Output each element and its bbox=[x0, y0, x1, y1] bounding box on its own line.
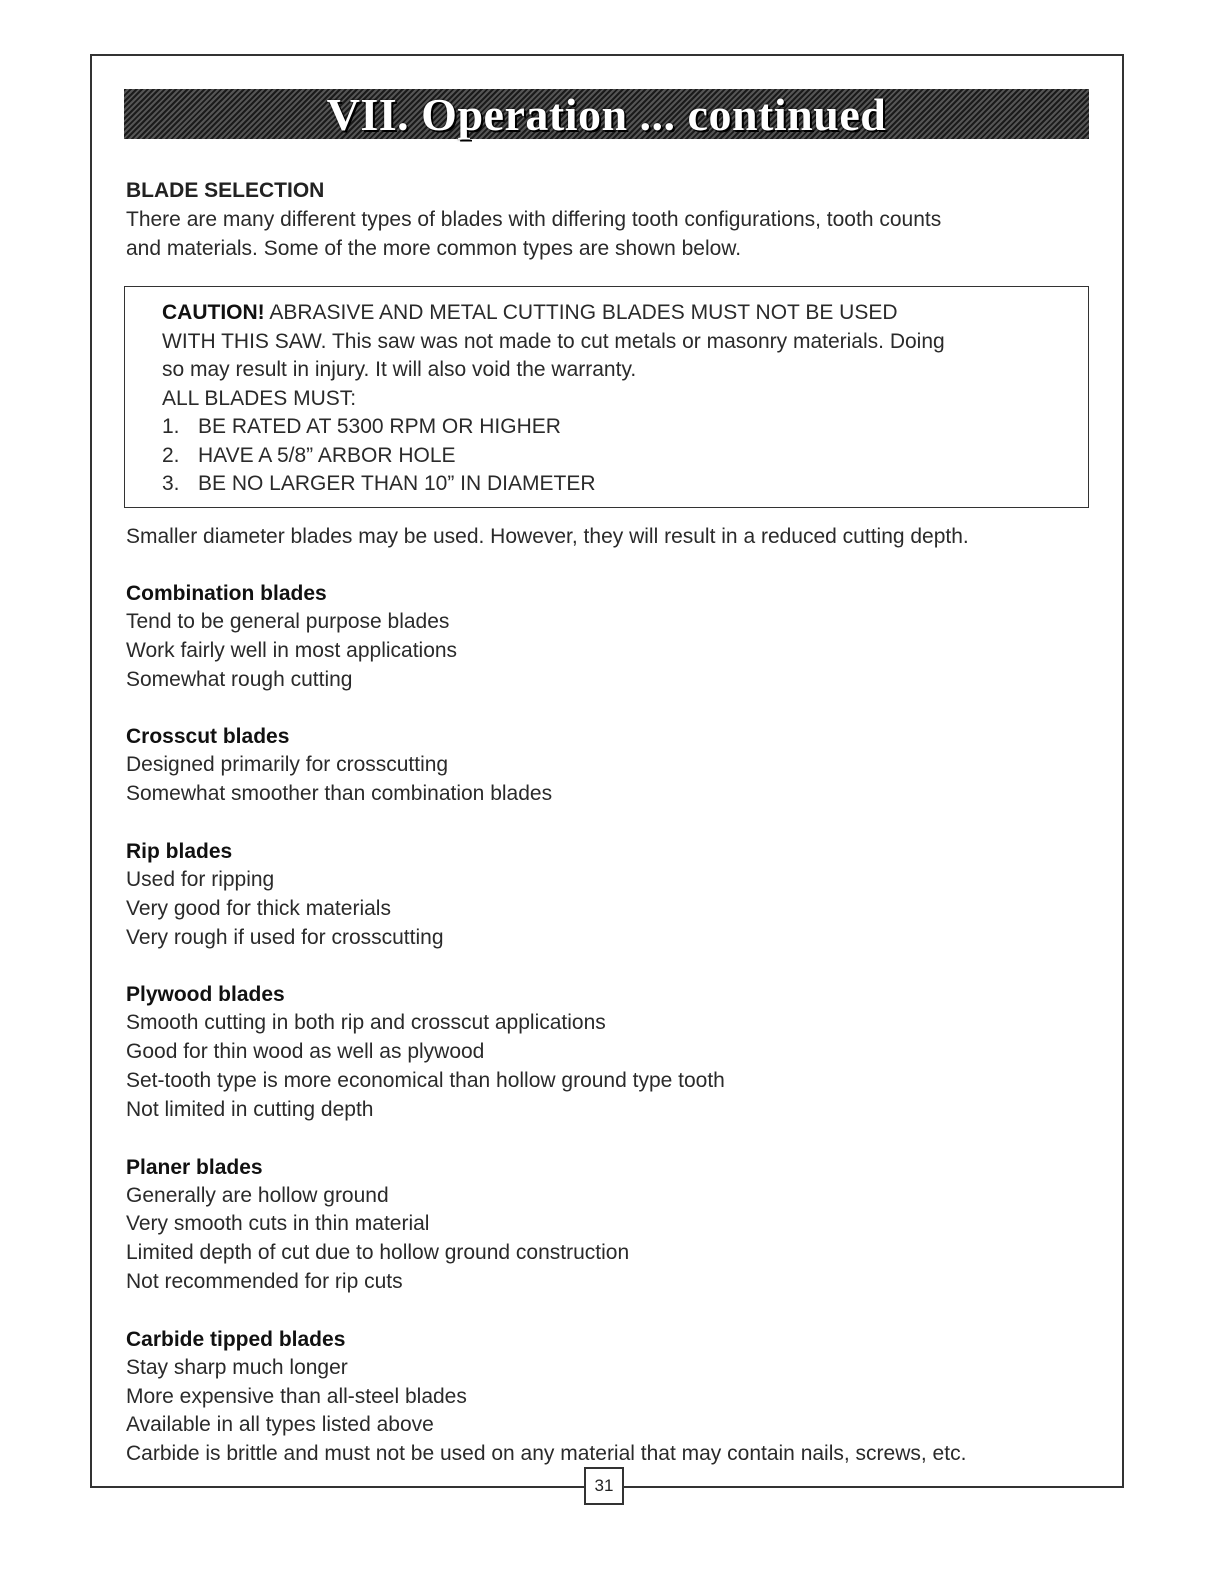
blade-type-heading: Rip blades bbox=[126, 839, 233, 863]
requirements-list bbox=[162, 413, 1088, 499]
intro-line: and materials. Some of the more common types are shown below. bbox=[126, 237, 742, 260]
smaller-blades-note: Smaller diameter blades may be used. However, they will result in a reduced cutting depth. bbox=[126, 525, 969, 548]
blade-type-planer bbox=[126, 1153, 1106, 1297]
blade-type-carbide bbox=[126, 1325, 1106, 1469]
caution-line bbox=[162, 299, 1088, 328]
blade-type-heading: Combination blades bbox=[126, 582, 327, 605]
requirement-text: BE NO LARGER THAN 10” IN DIAMETER bbox=[198, 472, 596, 495]
blade-type-line: Smooth cutting in both rip and crosscut applications bbox=[126, 1011, 606, 1035]
blade-type-line: Carbide is brittle and must not be used on any material that may contain nails, screws, etc. bbox=[126, 1442, 967, 1466]
blade-type-heading: Planer blades bbox=[126, 1155, 263, 1179]
blade-type-line: Generally are hollow ground bbox=[126, 1183, 389, 1207]
blade-type-plywood bbox=[126, 980, 1106, 1124]
blade-type-heading: Carbide tipped blades bbox=[126, 1327, 346, 1351]
caution-text: ABRASIVE AND METAL CUTTING BLADES MUST NOT BE USED bbox=[264, 301, 898, 324]
blade-type-line: Not recommended for rip cuts bbox=[126, 1269, 403, 1293]
blade-type-line: Good for thin wood as well as plywood bbox=[126, 1040, 485, 1064]
blade-type-line: Somewhat smoother than combination blades bbox=[126, 782, 553, 806]
intro-line: There are many different types of blades with differing tooth configurations, tooth counts bbox=[126, 208, 942, 231]
requirement-number: 2. bbox=[162, 443, 180, 467]
caution-line: WITH THIS SAW. This saw was not made to cut metals or masonry materials. Doing bbox=[162, 329, 945, 353]
blade-type-line: Work fairly well in most applications bbox=[126, 638, 458, 662]
blade-type-line: Designed primarily for crosscutting bbox=[126, 753, 449, 777]
blade-type-line: Very smooth cuts in thin material bbox=[126, 1212, 430, 1236]
blade-type-heading: Plywood blades bbox=[126, 983, 285, 1007]
blade-type-line: Stay sharp much longer bbox=[126, 1355, 348, 1379]
requirement-number: 3. bbox=[162, 472, 180, 495]
requirement-text: BE RATED AT 5300 RPM OR HIGHER bbox=[198, 415, 561, 438]
section-title: VII. Operation ... continued bbox=[326, 88, 887, 140]
blade-type-heading: Crosscut blades bbox=[126, 725, 290, 749]
blade-type-line: Set-tooth type is more economical than hollow ground type tooth bbox=[126, 1068, 725, 1092]
caution-box bbox=[124, 286, 1089, 508]
blade-type-line: Available in all types listed above bbox=[126, 1413, 434, 1437]
blade-type-crosscut bbox=[126, 722, 1106, 809]
blade-type-line: Not limited in cutting depth bbox=[126, 1097, 374, 1121]
blade-types bbox=[126, 522, 1106, 1469]
blade-type-combination bbox=[126, 579, 1106, 694]
caution-line: ALL BLADES MUST: bbox=[162, 386, 357, 410]
section-banner bbox=[124, 89, 1089, 139]
blade-type-line: Very good for thick materials bbox=[126, 896, 391, 920]
requirement-item bbox=[162, 470, 1088, 499]
blade-type-line: Limited depth of cut due to hollow ground construction bbox=[126, 1241, 630, 1265]
blade-type-line: More expensive than all-steel blades bbox=[126, 1384, 467, 1408]
requirement-item bbox=[162, 413, 1088, 442]
blade-type-line: Used for ripping bbox=[126, 867, 275, 891]
footer-rule-right bbox=[624, 1486, 1124, 1488]
footer-rule-left bbox=[90, 1486, 584, 1488]
blade-type-line: Very rough if used for crosscutting bbox=[126, 925, 444, 949]
blade-selection-intro bbox=[126, 176, 1106, 263]
blade-type-line: Tend to be general purpose blades bbox=[126, 610, 450, 633]
blade-type-line: Somewhat rough cutting bbox=[126, 667, 353, 691]
requirement-item bbox=[162, 442, 1088, 471]
blade-selection-heading: BLADE SELECTION bbox=[126, 179, 325, 202]
requirement-number: 1. bbox=[162, 415, 180, 438]
requirement-text: HAVE A 5/8” ARBOR HOLE bbox=[198, 443, 456, 467]
caution-line: so may result in injury. It will also void the warranty. bbox=[162, 358, 637, 381]
page-number: 31 bbox=[584, 1467, 624, 1505]
blade-type-rip bbox=[126, 837, 1106, 952]
caution-label: CAUTION! bbox=[162, 301, 265, 324]
